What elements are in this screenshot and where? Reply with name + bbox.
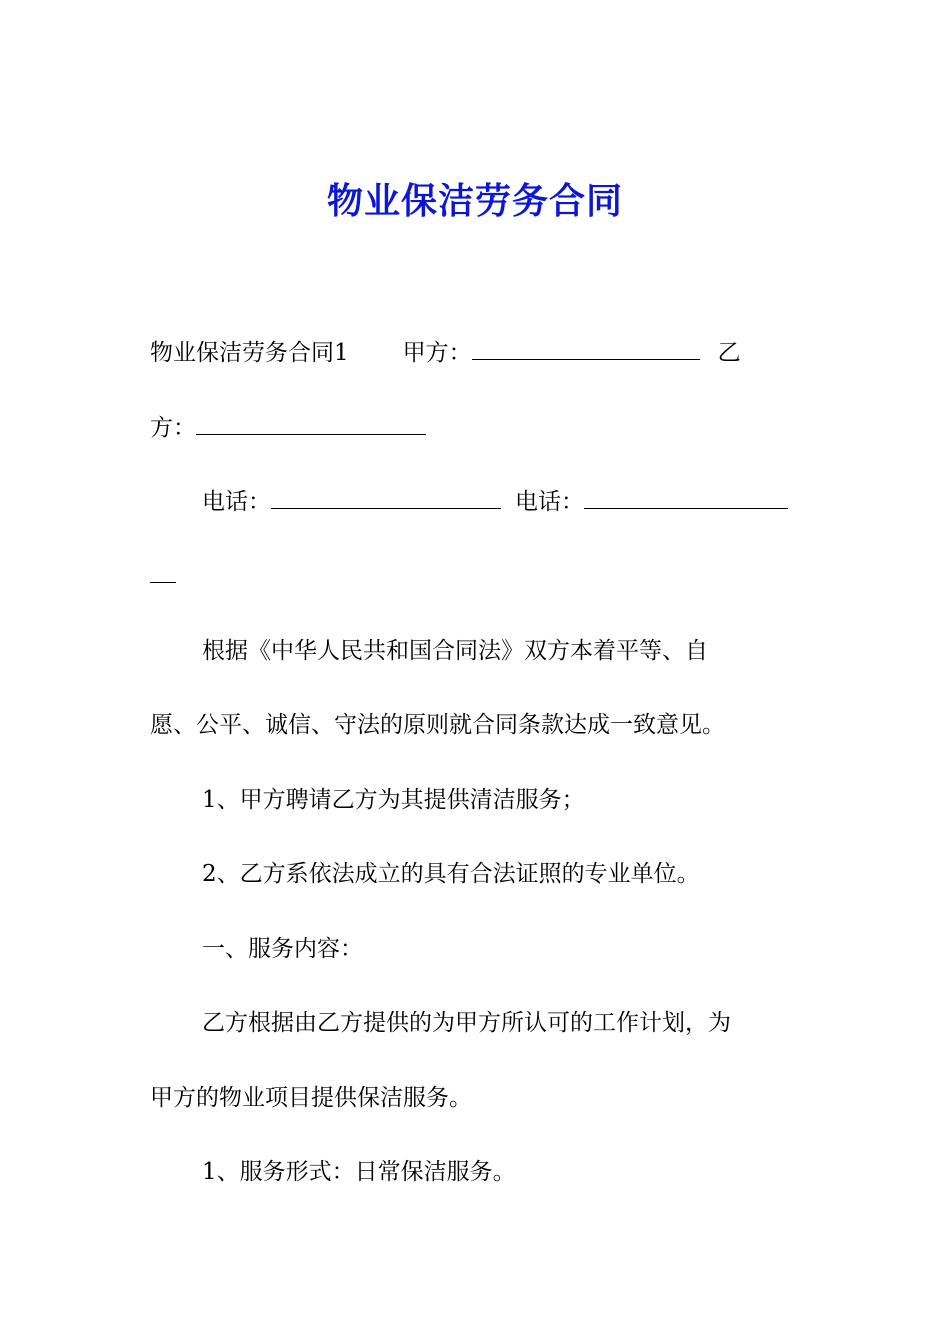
party-b-line xyxy=(150,412,426,444)
phone-b-label: 电话： xyxy=(515,489,584,515)
phone-b-blank-continued xyxy=(150,560,176,583)
paragraph-5: 1、服务形式：日常保洁服务。 xyxy=(202,1159,516,1185)
party-b-blank xyxy=(196,412,426,435)
phone-b-blank xyxy=(584,486,788,509)
party-b-label-start: 乙 xyxy=(717,340,741,366)
document-title: 物业保洁劳务合同 xyxy=(326,181,623,222)
paragraph-4-continued: 甲方的物业项目提供保洁服务。 xyxy=(150,1085,472,1111)
paragraph-1-continued: 愿、公平、诚信、守法的原则就合同条款达成一致意见。 xyxy=(150,712,725,738)
paragraph-1: 根据《中华人民共和国合同法》双方本着平等、自 xyxy=(202,638,708,664)
party-a-blank xyxy=(472,337,700,360)
paragraph-3: 2、乙方系依法成立的具有合法证照的专业单位。 xyxy=(202,861,700,887)
party-b-label-end: 方： xyxy=(150,415,196,441)
phone-a-blank xyxy=(271,486,501,509)
doc-name: 物业保洁劳务合同1 xyxy=(150,340,349,366)
phone-b-blank-continued-line xyxy=(150,560,176,592)
section-heading-service-content: 一、服务内容： xyxy=(202,936,363,962)
phone-line xyxy=(202,486,788,518)
paragraph-2: 1、甲方聘请乙方为其提供清洁服务； xyxy=(202,787,585,813)
paragraph-4: 乙方根据由乙方提供的为甲方所认可的工作计划，为 xyxy=(202,1010,731,1036)
header-line xyxy=(150,337,741,369)
party-a-label: 甲方： xyxy=(402,340,472,366)
phone-a-label: 电话： xyxy=(202,489,271,515)
